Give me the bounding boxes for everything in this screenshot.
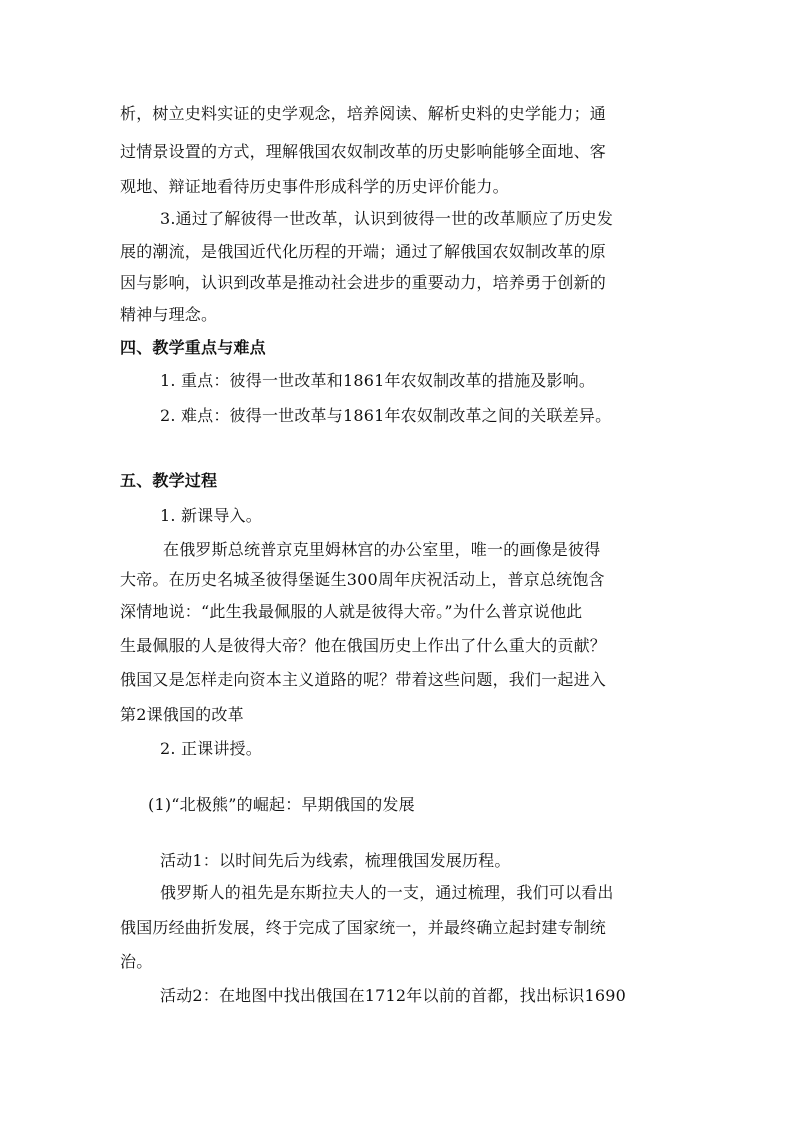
list-item: 2. 难点：彼得一世改革与1861年农奴制改革之间的关联差异。 [160,406,612,425]
text-line: 深情地说：“此生我最佩服的人就是彼得大帝。”为什么普京说他此 [120,602,583,621]
text-line: 俄国又是怎样走向资本主义道路的呢？带着这些问题，我们一起进入 [120,670,607,689]
text-line: 精神与理念。 [120,305,218,324]
text-line: 第2课俄国的改革 [120,705,244,724]
text-line: 生最佩服的人是彼得大帝？他在俄国历史上作出了什么重大的贡献？ [120,636,607,655]
text-line: 在俄罗斯总统普京克里姆林宫的办公室里，唯一的画像是彼得 [163,540,601,559]
text-line: 因与影响，认识到改革是推动社会进步的重要动力，培养勇于创新的 [120,273,607,292]
text-line: 俄国历经曲折发展，终于完成了国家统一，并最终确立起封建专制统 [120,918,607,937]
section-heading: 四、教学重点与难点 [120,338,266,357]
text-line: 3.通过了解彼得一世改革，认识到彼得一世的改革顺应了历史发 [160,209,614,228]
list-item: 2. 正课讲授。 [160,739,262,758]
text-line: 观地、辩证地看待历史事件形成科学的历史评价能力。 [120,177,509,196]
list-item: 1. 新课导入。 [160,506,262,525]
section-heading: 五、教学过程 [120,471,218,490]
text-line: 过情景设置的方式，理解俄国农奴制改革的历史影响能够全面地、客 [120,142,607,161]
text-line: 活动1：以时间先后为线索，梳理俄国发展历程。 [160,851,511,870]
text-line: 析，树立史料实证的史学观念，培养阅读、解析史料的史学能力；通 [120,104,607,123]
text-line: 展的潮流，是俄国近代化历程的开端；通过了解俄国农奴制改革的原 [120,242,607,261]
text-line: 活动2：在地图中找出俄国在1712年以前的首都，找出标识1690 [160,986,627,1005]
text-line: 治。 [120,952,153,971]
subsection-heading: (1)“北极熊”的崛起：早期俄国的发展 [148,795,415,814]
list-item: 1. 重点：彼得一世改革和1861年农奴制改革的措施及影响。 [160,371,596,390]
text-line: 大帝。在历史名城圣彼得堡诞生300周年庆祝活动上，普京总统饱含 [120,570,605,589]
text-line: 俄罗斯人的祖先是东斯拉夫人的一支，通过梳理，我们可以看出 [160,883,614,902]
